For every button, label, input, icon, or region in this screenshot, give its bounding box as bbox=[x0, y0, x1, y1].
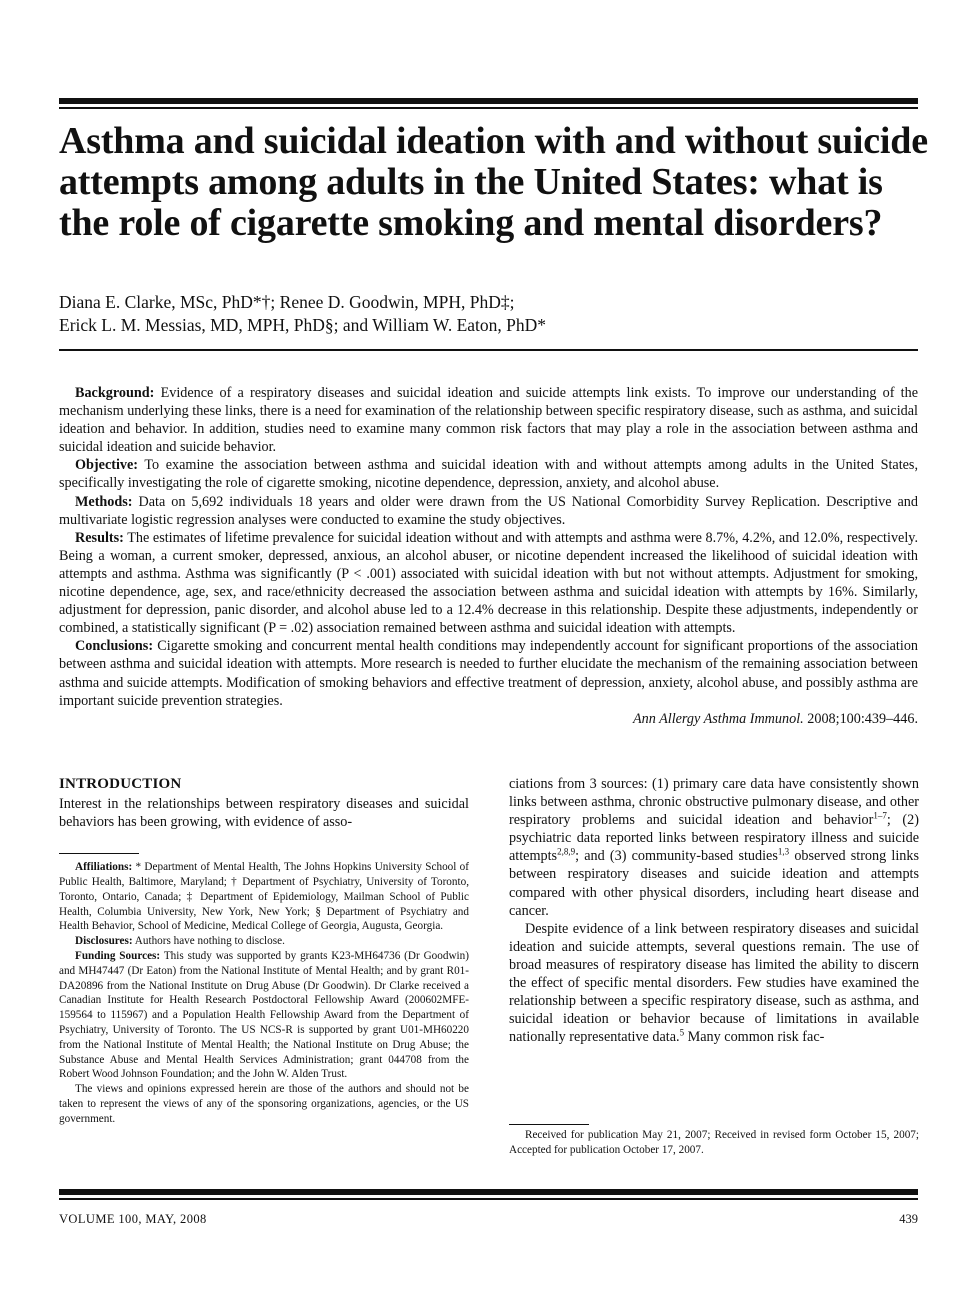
intro-paragraph-right-2 bbox=[509, 920, 919, 1047]
top-rule-thin bbox=[59, 107, 918, 109]
abstract-conclusions bbox=[59, 637, 918, 709]
p1-text-a: ciations from 3 sources: (1) primary care data have consistently shown links between asthma, chronic obstructive pulmonary disease, and other respiratory problems and suicidal ideation and behavior bbox=[509, 776, 919, 829]
background-label: Background: bbox=[75, 385, 155, 401]
funding-label: Funding Sources: bbox=[75, 950, 161, 963]
p1-text-c: ; and (3) community-based studies bbox=[575, 848, 778, 865]
objective-text: To examine the association between asthma and suicidal ideation with and without attempts among adults in the United States, specifically investigating the role of cigarette smoking, nicotine dependence, depression, anxiety, and alcohol abuse. bbox=[59, 457, 919, 492]
ref-sup-1: 1–7 bbox=[873, 810, 887, 821]
footnote-affiliations bbox=[59, 860, 469, 934]
objective-label: Objective: bbox=[75, 457, 139, 474]
abstract-results bbox=[59, 529, 918, 638]
author-list bbox=[59, 291, 919, 337]
results-label: Results: bbox=[75, 529, 124, 546]
right-column bbox=[509, 775, 919, 1046]
abstract bbox=[59, 384, 918, 728]
citation-ref: 2008;100:439–446. bbox=[807, 710, 918, 727]
p2-text-a: Despite evidence of a link between respiratory diseases and suicidal ideation and suicide attempts, several questions remain. The use of broad measures of respiratory disease has limited the ability to discern the effect of specific mental disorders. Few studies have examined the relationship between a specific respiratory disease, such as asthma, and suicidal ideation or behavior because of limitations in available nationally representative data. bbox=[509, 920, 919, 1046]
affiliations-label: Affiliations: bbox=[75, 861, 133, 874]
footnote-disclosures bbox=[59, 934, 469, 949]
footer-page-number: 439 bbox=[899, 1212, 918, 1226]
ref-sup-4: 5 bbox=[679, 1027, 685, 1038]
p1-text-d: observed strong links between respiratory diseases and suicide ideation and attempts compared with other physical disorders, including heart disease and cancer. bbox=[509, 848, 919, 919]
received-divider bbox=[509, 1124, 589, 1125]
section-heading-introduction: INTRODUCTION bbox=[59, 776, 182, 792]
methods-text: Data on 5,692 individuals 18 years and older were drawn from the US National Comorbidity Survey Replication. Descriptive and multivariate logistic regression analyses were conducted to examine the study objectives. bbox=[59, 493, 918, 528]
author-line-1: Diana E. Clarke, MSc, PhD*†; Renee D. Goodwin, MPH, PhD‡; bbox=[59, 292, 515, 312]
article-title: Asthma and suicidal ideation with and without suicide attempts among adults in the United States: what is the role of cigarette smoking and mental disorders? bbox=[59, 120, 928, 244]
ref-sup-3: 1,3 bbox=[777, 846, 790, 857]
footnote-funding bbox=[59, 949, 469, 1082]
footnote-divider bbox=[59, 853, 139, 854]
ref-sup-2: 2,8,9 bbox=[557, 846, 576, 857]
abstract-methods bbox=[59, 493, 918, 529]
left-column bbox=[59, 775, 469, 1127]
footnote-views: The views and opinions expressed herein are those of the authors and should not be taken to represent the views of any of the sponsoring organizations, agencies, or the US government. bbox=[59, 1083, 469, 1125]
conclusions-text: Cigarette smoking and concurrent mental health conditions may independently account for significant proportions of the association between asthma and suicidal ideation with attempts. More research is needed to further elucidate the mechanism of the remaining association between asthma and suicide attempts. Modification of smoking behaviors and effective treatment of depression, anxiety, alcohol abuse, and possibly asthma are important suicide prevention strategies. bbox=[59, 638, 919, 709]
background-text: Evidence of a respiratory diseases and suicidal ideation and suicide attempts link exists. To improve our understanding of the mechanism underlying these links, there is a need for examination of the relationship between specific respiratory disease, such as asthma, and suicidal ideation and behavior. In addition, studies need to examine many common risk factors that may play a role in the association between asthma and suicidal ideation and suicide behavior. bbox=[59, 385, 918, 456]
top-rule-thick bbox=[59, 98, 918, 104]
bottom-rule-thick bbox=[59, 1189, 918, 1195]
bottom-rule-thin bbox=[59, 1198, 918, 1200]
disclosures-text: Authors have nothing to disclose. bbox=[134, 935, 285, 948]
methods-label: Methods: bbox=[75, 493, 133, 510]
p1-text-b: ; (2) psychiatric data reported links between respiratory illness and suicide attempts bbox=[509, 812, 919, 865]
intro-paragraph-right-1 bbox=[509, 775, 919, 920]
author-line-2: Erick L. M. Messias, MD, MPH, PhD§; and William W. Eaton, PhD* bbox=[59, 315, 547, 335]
authors-divider bbox=[59, 349, 918, 351]
results-text: The estimates of lifetime prevalence for suicidal ideation without and with attempts and asthma were 8.7%, 4.2%, and 12.0%, respectively. Being a woman, a current smoker, depressed, anxious, an alcohol abuser, or nicotine dependent increased the likelihood of suicidal ideation with attempts and asthma. Asthma was significantly (P < .001) associated with suicidal ideation with but not without attempts. Adjustment for smoking, nicotine dependence, age, sex, and race/ethnicity decreased the association between asthma and suicidal ideation with attempts by 16%. Similarly, adjustment for depression, panic disorder, and alcohol abuse led to a 12.4% decrease in this relationship. Despite these adjustments, independently or combined, a statistically significant (P = .02) association remained between asthma and suicidal ideation with attempts. bbox=[59, 529, 918, 637]
p2-text-b: Many common risk fac- bbox=[684, 1029, 825, 1046]
abstract-citation bbox=[59, 710, 918, 728]
citation-journal: Ann Allergy Asthma Immunol. bbox=[632, 710, 804, 727]
intro-paragraph-left: Interest in the relationships between respiratory diseases and suicidal behaviors has been growing, with evidence of asso- bbox=[59, 796, 469, 831]
abstract-background bbox=[59, 384, 918, 456]
conclusions-label: Conclusions: bbox=[75, 638, 154, 655]
funding-text: This study was supported by grants K23-MH64736 (Dr Goodwin) and MH47447 (Dr Eaton) from the National Institute of Mental Health; and by grant R01-DA20896 from the National Institute on Drug Abuse (Dr Goodwin). Dr Clarke received a Canadian Institute for Health Research Postdoctoral Fellowship Award (200602MFE-159564 to 115967) and a Population Health Fellowship Award from the Department of Psychiatry, University of Toronto. The US NCS-R is supported by grant U01-MH60220 from the National Institute of Mental Health; the National Institute on Drug Abuse; the Substance Abuse and Mental Health Services Administration; grant 044708 from the Robert Wood Johnson Foundation; and the John W. Alden Trust. bbox=[59, 950, 469, 1081]
footer-volume: VOLUME 100, MAY, 2008 bbox=[59, 1212, 207, 1226]
footnote-received bbox=[509, 1128, 919, 1158]
abstract-objective bbox=[59, 456, 918, 492]
received-text: Received for publication May 21, 2007; Received in revised form October 15, 2007; Accepted for publication October 17, 2007. bbox=[509, 1129, 919, 1156]
affiliations-text: * Department of Mental Health, The Johns Hopkins University School of Public Health, Baltimore, Maryland; † Department of Psychiatry, University of Toronto, Toronto, Ontario, Canada; ‡ Department of Epidemiology, Mailman School of Public Health, Columbia University, New York, New York; § Department of Psychiatry and Health Behavior, School of Medicine, Medical College of Georgia, Augusta, Georgia. bbox=[59, 861, 470, 933]
footnotes bbox=[59, 860, 469, 1126]
disclosures-label: Disclosures: bbox=[75, 935, 133, 948]
